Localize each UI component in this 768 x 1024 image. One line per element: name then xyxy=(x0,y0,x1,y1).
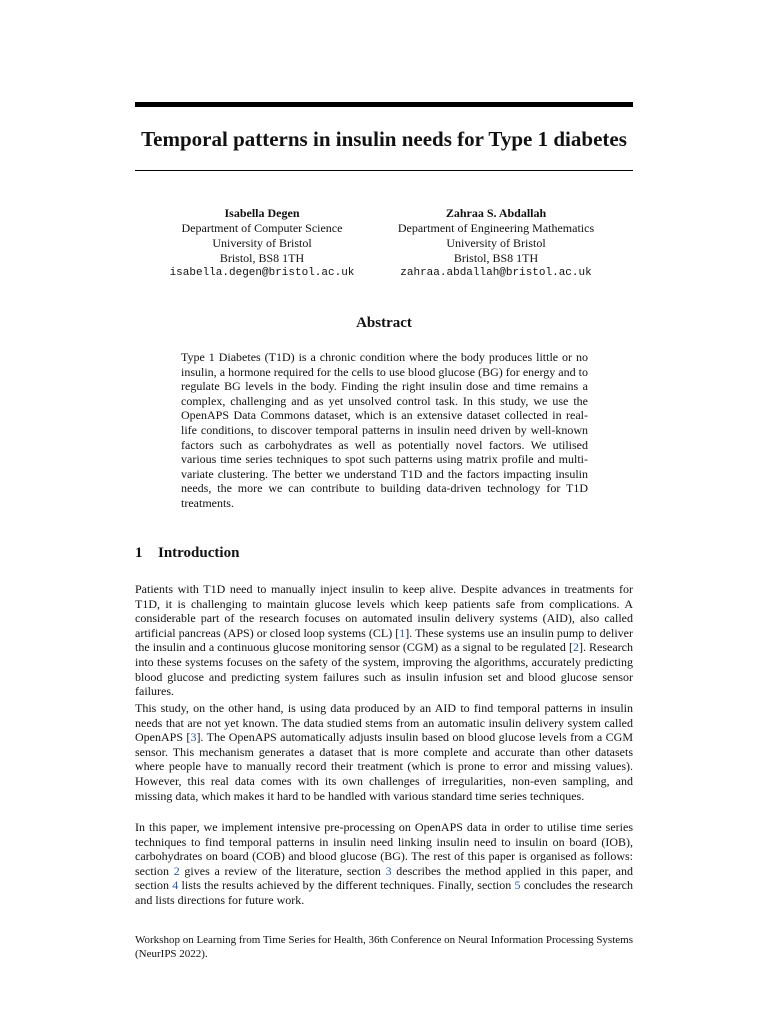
citation-link[interactable]: 2 xyxy=(572,640,579,655)
author-name: Zahraa S. Abdallah xyxy=(445,206,547,220)
abstract-text: Type 1 Diabetes (T1D) is a chronic condition where the body produces little or no insulin, a hormone required for the cells to use blood glucose (BG) for energy and to regulate BG levels in the body. Finding the right insulin dose and time remains a complex, challenging and as yet unsolved control task. In this study, we use the OpenAPS Data Commons dataset, which is an extensive dataset collected in real-life conditions, to discover temporal patterns in insulin need driven by well-known factors such as carbohydrates as well as potentially novel factors. We utilised various time series techniques to spot such patterns using matrix profile and multi-variate clustering. The better we understand T1D and the factors impacting insulin needs, the more we can contribute to building data-driven technology for T1D treatments. xyxy=(181,350,588,510)
section-link[interactable]: 3 xyxy=(385,863,392,878)
title-top-rule xyxy=(135,102,633,107)
intro-paragraph-2 xyxy=(135,701,633,803)
paragraph-text: Patients with T1D need to manually inject insulin to keep alive. Despite advances in treatments for T1D, it is challenging to maintain glucose levels which keep patients safe from complications. A considerable part of the research focuses on automated insulin delivery systems (AID), also called artificial pancreas (APS) or closed loop systems (CL) [ xyxy=(135,582,633,640)
section-link[interactable]: 5 xyxy=(514,878,521,893)
author-block-2 xyxy=(384,206,608,281)
paragraph-text: ]. These systems use an insulin pump to deliver the insulin and a continuous glucose monitoring sensor (CGM) as a signal to be regulated [ xyxy=(135,625,633,655)
section-title: Introduction xyxy=(158,545,240,561)
paper-title: Temporal patterns in insulin needs for Type 1 diabetes xyxy=(141,127,627,151)
abstract-heading: Abstract xyxy=(356,315,412,331)
author-department: Department of Computer Science xyxy=(181,221,343,235)
paragraph-text: In this paper, we implement intensive pre-processing on OpenAPS data in order to utilise time series techniques to find temporal patterns in insulin need linking insulin need to insulin on board (IOB), carbohydrates on board (COB) and blood glucose (BG). The rest of this paper is organised as follows: section xyxy=(135,820,633,878)
section-number: 1 xyxy=(135,545,143,561)
section-link[interactable]: 4 xyxy=(172,878,179,893)
author-email[interactable]: isabella.degen@bristol.ac.uk xyxy=(169,267,355,279)
citation-link[interactable]: 3 xyxy=(190,730,197,745)
author-address: Bristol, BS8 1TH xyxy=(219,251,305,265)
paragraph-text: This study, on the other hand, is using data produced by an AID to find temporal patterns in insulin needs that are not yet known. The data studied stems from an automatic insulin delivery system called OpenAPS [ xyxy=(135,701,633,745)
title-bottom-rule xyxy=(135,170,633,171)
author-institution: University of Bristol xyxy=(446,236,546,250)
citation-link[interactable]: 1 xyxy=(399,625,406,640)
author-address: Bristol, BS8 1TH xyxy=(453,251,539,265)
author-institution: University of Bristol xyxy=(212,236,312,250)
intro-paragraph-1 xyxy=(135,582,633,699)
author-email[interactable]: zahraa.abdallah@bristol.ac.uk xyxy=(400,267,592,279)
paragraph-text: gives a review of the literature, section xyxy=(179,863,386,878)
paragraph-text: describes the method applied in this paper, and section xyxy=(135,863,634,893)
intro-paragraph-3 xyxy=(135,820,633,908)
paragraph-text: concludes the research and lists directions for future work. xyxy=(135,878,633,907)
author-name: Isabella Degen xyxy=(224,206,300,220)
paragraph-text: lists the results achieved by the different techniques. Finally, section xyxy=(178,878,515,893)
author-block-1 xyxy=(150,206,374,281)
paragraph-text: ]. Research into these systems focuses on the safety of the system, improving the algorithms, accurately predicting blood glucose and predicting system failures such as insulin infusion set and blood glucose sensor failures. xyxy=(135,640,633,699)
section-link[interactable]: 2 xyxy=(173,863,180,878)
paragraph-text: ]. The OpenAPS automatically adjusts insulin based on blood glucose levels from a CGM sensor. This mechanism generates a dataset that is more complete and accurate than other datasets where people have to manually record their treatment (which is prone to error and missing values). However, this real data comes with its own challenges of irregularities, non-even sampling, and missing data, which makes it hard to be handled with various standard time series techniques. xyxy=(135,730,633,803)
author-department: Department of Engineering Mathematics xyxy=(397,221,595,235)
workshop-footnote: Workshop on Learning from Time Series for Health, 36th Conference on Neural Information Processing Systems (NeurIPS 2022). xyxy=(135,934,633,960)
section-heading-introduction xyxy=(135,543,633,563)
